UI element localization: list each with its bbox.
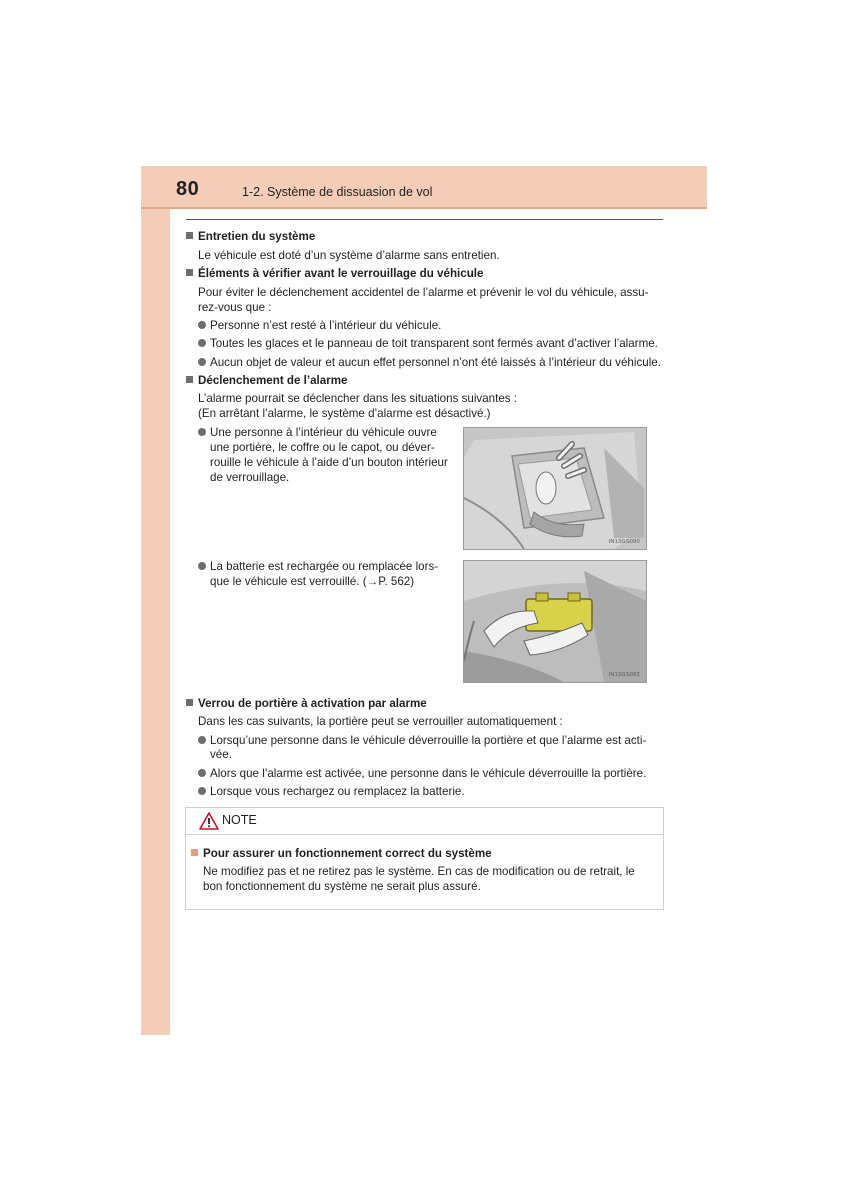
note-header (186, 808, 663, 835)
note-label: NOTE (222, 813, 257, 827)
square-bullet-icon (186, 232, 193, 239)
list-item-continuation: vée. (210, 748, 232, 761)
section-title: 1-2. Système de dissuasion de vol (242, 185, 433, 199)
checks-intro-line1: Pour éviter le déclenchement accidentel de l’alarme et prévenir le vol du véhicule, assu- (198, 286, 649, 299)
figure-code: IN13GS080 (608, 539, 640, 545)
list-item-continuation: que le véhicule est verrouillé. (→P. 562) (210, 575, 415, 588)
header-divider (141, 207, 707, 209)
door-lock-heading: Verrou de portière à activation par alarme (186, 695, 427, 712)
list-item: La batterie est rechargée ou remplacée lors- (198, 558, 438, 575)
round-bullet-icon (198, 321, 206, 329)
list-item: Aucun objet de valeur et aucun effet personnel n’ont été laissés à l’intérieur du véhicule. (198, 354, 661, 371)
round-bullet-icon (198, 769, 206, 777)
list-item: Lorsque vous rechargez ou remplacez la batterie. (198, 783, 465, 800)
list-item: Lorsqu’une personne dans le véhicule déverrouille la portière et que l’alarme est acti- (198, 732, 646, 749)
round-bullet-icon (198, 736, 206, 744)
list-item: Alors que l’alarme est activée, une personne dans le véhicule déverrouille la portière. (198, 765, 646, 782)
maintenance-text: Le véhicule est doté d’un système d’alarme sans entretien. (198, 249, 500, 262)
note-text-line2: bon fonctionnement du système ne serait plus assuré. (203, 880, 481, 893)
square-bullet-icon (186, 269, 193, 276)
list-item: Personne n’est resté à l’intérieur du véhicule. (198, 317, 441, 334)
battery-illustration (463, 560, 647, 683)
car-interior-drawing (464, 428, 646, 549)
square-bullet-icon (186, 699, 193, 706)
checks-intro-line2: rez-vous que : (198, 301, 272, 314)
square-bullet-icon (186, 376, 193, 383)
triggering-intro-line1: L’alarme pourrait se déclencher dans les situations suivantes : (198, 392, 518, 405)
list-item-continuation: rouille le véhicule à l’aide d’un bouton intérieur (210, 456, 448, 469)
note-heading: Pour assurer un fonctionnement correct du système (191, 845, 492, 862)
figure-code: IN13GS082 (608, 672, 640, 678)
maintenance-heading: Entretien du système (186, 228, 315, 245)
content-divider (186, 219, 663, 220)
list-item: Une personne à l’intérieur du véhicule ouvre (198, 424, 437, 441)
triggering-intro-line2: (En arrêtant l’alarme, le système d’alarme est désactivé.) (198, 407, 491, 420)
round-bullet-icon (198, 428, 206, 436)
triggering-heading: Déclenchement de l’alarme (186, 372, 348, 389)
list-item: Toutes les glaces et le panneau de toit transparent sont fermés avant d’activer l’alarme. (198, 335, 658, 352)
round-bullet-icon (198, 339, 206, 347)
page-side-band (141, 166, 170, 1035)
warning-icon (199, 812, 219, 830)
battery-drawing (464, 561, 646, 682)
list-item-continuation: une portière, le coffre ou le capot, ou déver- (210, 441, 435, 454)
door-lock-intro: Dans les cas suivants, la portière peut se verrouiller automatiquement : (198, 715, 563, 728)
round-bullet-icon (198, 562, 206, 570)
round-bullet-icon (198, 787, 206, 795)
car-interior-illustration (463, 427, 647, 550)
page-number: 80 (176, 178, 200, 200)
round-bullet-icon (198, 358, 206, 366)
list-item-continuation: de verrouillage. (210, 471, 290, 484)
note-box (185, 807, 664, 910)
note-text-line1: Ne modifiez pas et ne retirez pas le système. En cas de modification ou de retrait, le (203, 865, 635, 878)
checks-heading: Éléments à vérifier avant le verrouillage du véhicule (186, 265, 483, 282)
square-bullet-icon (191, 849, 198, 856)
